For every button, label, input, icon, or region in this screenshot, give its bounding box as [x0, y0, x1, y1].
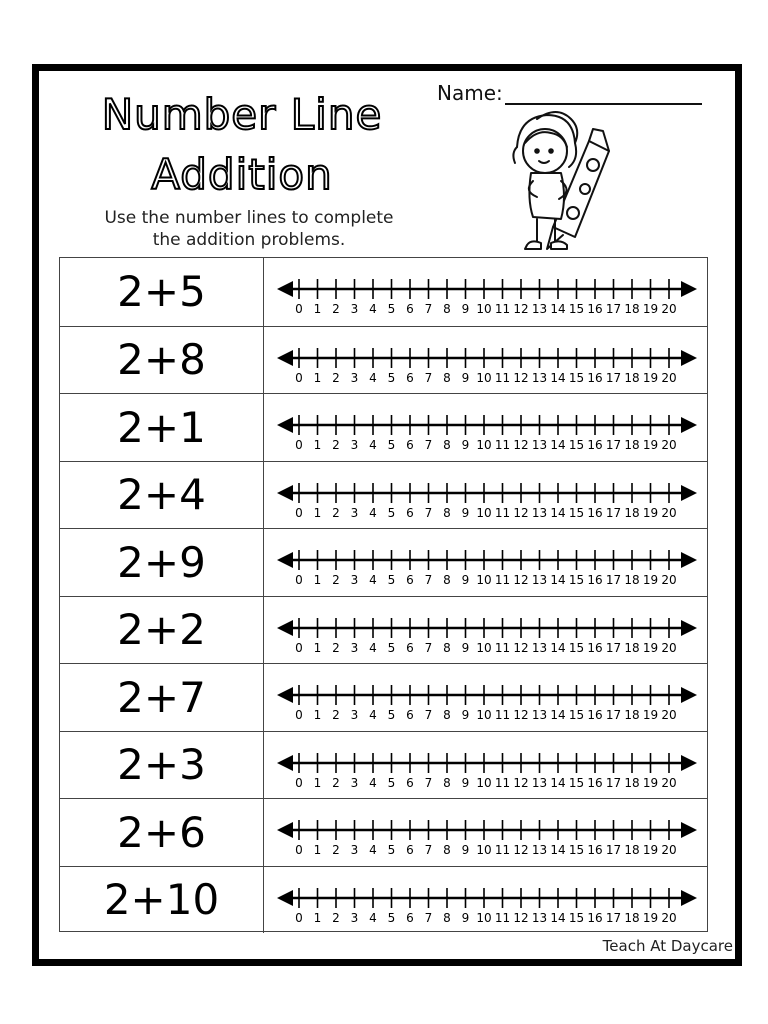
- tick-label: 4: [369, 843, 377, 857]
- tick-label: 16: [587, 640, 603, 655]
- tick-label: 7: [424, 708, 433, 722]
- tick-label: 16: [587, 505, 603, 520]
- tick-label: 12: [513, 708, 529, 722]
- tick-label: 14: [550, 708, 566, 722]
- tick-label: 11: [494, 708, 511, 722]
- title-line-2: Addition: [151, 150, 333, 199]
- left-arrow-icon: [277, 350, 293, 366]
- tick-label: 11: [494, 302, 511, 316]
- tick-label: 14: [550, 505, 566, 520]
- addition-problem: 2+9: [60, 529, 264, 596]
- left-arrow-icon: [277, 552, 293, 568]
- tick-label: 18: [624, 640, 640, 655]
- left-arrow-icon: [277, 485, 293, 501]
- addition-problem: 2+3: [60, 732, 264, 799]
- instructions-line-1: Use the number lines to complete: [104, 208, 394, 228]
- tick-label: 15: [568, 573, 585, 587]
- left-arrow-icon: [277, 890, 293, 906]
- tick-label: 13: [531, 775, 548, 790]
- tick-label: 9: [461, 843, 470, 857]
- worksheet-title: [77, 85, 407, 205]
- tick-label: 11: [494, 843, 511, 857]
- tick-label: 17: [605, 573, 622, 587]
- left-arrow-icon: [277, 755, 293, 771]
- number-line[interactable]: [265, 258, 707, 325]
- tick-label: 10: [476, 302, 492, 316]
- instructions-line-2: the addition problems.: [152, 230, 346, 250]
- tick-label: 14: [550, 370, 566, 385]
- tick-label: 13: [531, 708, 548, 722]
- right-arrow-icon: [681, 687, 697, 703]
- tick-label: 17: [605, 505, 622, 520]
- tick-label: 19: [642, 573, 659, 587]
- tick-label: 11: [494, 505, 511, 520]
- tick-label: 0: [295, 302, 303, 316]
- tick-label: 8: [443, 302, 451, 316]
- tick-label: 5: [387, 438, 396, 452]
- tick-label: 13: [531, 302, 548, 316]
- tick-label: 7: [424, 438, 433, 452]
- table-row: [60, 326, 707, 394]
- tick-label: 2: [332, 775, 340, 790]
- tick-label: 2: [332, 573, 340, 587]
- table-row: [60, 461, 707, 529]
- tick-label: 7: [424, 775, 433, 790]
- right-arrow-icon: [681, 417, 697, 433]
- tick-label: 13: [531, 438, 548, 452]
- tick-label: 7: [424, 302, 433, 316]
- tick-label: 7: [424, 843, 433, 857]
- tick-label: 18: [624, 843, 640, 857]
- tick-label: 1: [313, 910, 322, 925]
- addition-problem: 2+5: [60, 258, 264, 326]
- tick-label: 6: [406, 370, 414, 385]
- tick-label: 0: [295, 438, 303, 452]
- tick-label: 4: [369, 370, 377, 385]
- tick-label: 10: [476, 708, 492, 722]
- tick-label: 2: [332, 640, 340, 655]
- tick-label: 11: [494, 640, 511, 655]
- right-arrow-icon: [681, 890, 697, 906]
- tick-label: 1: [313, 708, 322, 722]
- tick-label: 3: [350, 438, 359, 452]
- tick-label: 19: [642, 370, 659, 385]
- tick-label: 1: [313, 640, 322, 655]
- tick-label: 18: [624, 573, 640, 587]
- tick-label: 20: [661, 438, 677, 452]
- addition-problem: 2+2: [60, 597, 264, 664]
- left-arrow-icon: [277, 620, 293, 636]
- tick-label: 3: [350, 910, 359, 925]
- tick-label: 19: [642, 775, 659, 790]
- tick-label: 1: [313, 438, 322, 452]
- tick-label: 10: [476, 505, 492, 520]
- addition-problem: 2+4: [60, 462, 264, 529]
- tick-label: 6: [406, 843, 414, 857]
- tick-label: 8: [443, 438, 451, 452]
- tick-label: 6: [406, 775, 414, 790]
- tick-label: 7: [424, 640, 433, 655]
- number-line[interactable]: [265, 529, 707, 596]
- tick-label: 9: [461, 775, 470, 790]
- tick-label: 5: [387, 505, 396, 520]
- tick-label: 6: [406, 573, 414, 587]
- tick-label: 17: [605, 843, 622, 857]
- tick-label: 9: [461, 708, 470, 722]
- tick-label: 15: [568, 640, 585, 655]
- tick-label: 11: [494, 370, 511, 385]
- tick-label: 14: [550, 843, 566, 857]
- tick-label: 16: [587, 910, 603, 925]
- tick-label: 6: [406, 640, 414, 655]
- tick-label: 10: [476, 370, 492, 385]
- number-line[interactable]: [265, 799, 707, 866]
- tick-label: 14: [550, 302, 566, 316]
- tick-label: 16: [587, 370, 603, 385]
- tick-label: 4: [369, 775, 377, 790]
- addition-problem: 2+7: [60, 664, 264, 731]
- tick-label: 10: [476, 640, 492, 655]
- right-arrow-icon: [681, 350, 697, 366]
- tick-label: 9: [461, 910, 470, 925]
- table-row: [60, 731, 707, 799]
- tick-label: 14: [550, 640, 566, 655]
- tick-label: 19: [642, 910, 659, 925]
- tick-label: 1: [313, 370, 322, 385]
- tick-label: 16: [587, 708, 603, 722]
- tick-label: 12: [513, 573, 529, 587]
- tick-label: 11: [494, 438, 511, 452]
- tick-label: 12: [513, 505, 529, 520]
- name-field[interactable]: [437, 81, 702, 105]
- tick-label: 20: [661, 370, 677, 385]
- tick-label: 10: [476, 573, 492, 587]
- tick-label: 17: [605, 708, 622, 722]
- tick-label: 15: [568, 708, 585, 722]
- tick-label: 1: [313, 505, 322, 520]
- tick-label: 8: [443, 708, 451, 722]
- tick-label: 0: [295, 640, 303, 655]
- tick-label: 12: [513, 302, 529, 316]
- tick-label: 2: [332, 910, 340, 925]
- table-row: [60, 596, 707, 664]
- tick-label: 20: [661, 708, 677, 722]
- tick-label: 20: [661, 775, 677, 790]
- name-line[interactable]: [505, 81, 702, 105]
- tick-label: 4: [369, 640, 377, 655]
- right-arrow-icon: [681, 485, 697, 501]
- tick-label: 11: [494, 775, 511, 790]
- tick-label: 0: [295, 910, 303, 925]
- tick-label: 0: [295, 505, 303, 520]
- tick-label: 13: [531, 843, 548, 857]
- tick-label: 19: [642, 843, 659, 857]
- tick-label: 9: [461, 640, 470, 655]
- tick-label: 20: [661, 640, 677, 655]
- number-line[interactable]: [265, 664, 707, 731]
- tick-label: 15: [568, 775, 585, 790]
- number-line[interactable]: [265, 867, 707, 934]
- tick-label: 16: [587, 573, 603, 587]
- tick-label: 17: [605, 302, 622, 316]
- addition-problem: 2+8: [60, 327, 264, 394]
- tick-label: 0: [295, 843, 303, 857]
- tick-label: 2: [332, 370, 340, 385]
- tick-label: 12: [513, 843, 529, 857]
- tick-label: 11: [494, 910, 511, 925]
- right-arrow-icon: [681, 552, 697, 568]
- tick-label: 4: [369, 505, 377, 520]
- tick-label: 17: [605, 438, 622, 452]
- tick-label: 6: [406, 438, 414, 452]
- right-arrow-icon: [681, 755, 697, 771]
- number-line[interactable]: [265, 597, 707, 664]
- tick-label: 2: [332, 302, 340, 316]
- tick-label: 10: [476, 438, 492, 452]
- left-arrow-icon: [277, 822, 293, 838]
- tick-label: 19: [642, 438, 659, 452]
- tick-label: 10: [476, 775, 492, 790]
- worksheet-frame: [32, 64, 742, 966]
- tick-label: 2: [332, 708, 340, 722]
- tick-label: 5: [387, 708, 396, 722]
- tick-label: 9: [461, 302, 470, 316]
- tick-label: 8: [443, 370, 451, 385]
- table-row: [60, 393, 707, 461]
- tick-label: 17: [605, 775, 622, 790]
- tick-label: 3: [350, 843, 359, 857]
- credit-text: Teach At Daycare: [602, 937, 733, 955]
- tick-label: 18: [624, 708, 640, 722]
- tick-label: 17: [605, 910, 622, 925]
- tick-label: 6: [406, 302, 414, 316]
- tick-label: 9: [461, 505, 470, 520]
- tick-label: 19: [642, 505, 659, 520]
- table-row: [60, 663, 707, 731]
- tick-label: 3: [350, 775, 359, 790]
- tick-label: 3: [350, 505, 359, 520]
- tick-label: 15: [568, 910, 585, 925]
- tick-label: 15: [568, 505, 585, 520]
- tick-label: 12: [513, 775, 529, 790]
- number-line[interactable]: [265, 394, 707, 461]
- tick-label: 4: [369, 438, 377, 452]
- tick-label: 13: [531, 640, 548, 655]
- tick-label: 8: [443, 573, 451, 587]
- tick-label: 19: [642, 640, 659, 655]
- problem-table: [59, 257, 708, 932]
- tick-label: 14: [550, 775, 566, 790]
- tick-label: 12: [513, 370, 529, 385]
- tick-label: 11: [494, 573, 511, 587]
- title-line-1: Number Line: [101, 90, 383, 139]
- tick-label: 2: [332, 843, 340, 857]
- tick-label: 15: [568, 302, 585, 316]
- tick-label: 3: [350, 573, 359, 587]
- tick-label: 0: [295, 573, 303, 587]
- tick-label: 5: [387, 302, 396, 316]
- tick-label: 16: [587, 843, 603, 857]
- number-line[interactable]: [265, 732, 707, 799]
- tick-label: 18: [624, 910, 640, 925]
- tick-label: 4: [369, 708, 377, 722]
- tick-label: 9: [461, 370, 470, 385]
- tick-label: 20: [661, 843, 677, 857]
- name-label: Name:: [437, 81, 503, 105]
- tick-label: 5: [387, 640, 396, 655]
- tick-label: 6: [406, 505, 414, 520]
- tick-label: 1: [313, 775, 322, 790]
- tick-label: 18: [624, 775, 640, 790]
- tick-label: 19: [642, 708, 659, 722]
- right-arrow-icon: [681, 822, 697, 838]
- right-arrow-icon: [681, 620, 697, 636]
- tick-label: 0: [295, 370, 303, 385]
- tick-label: 15: [568, 438, 585, 452]
- tick-label: 8: [443, 910, 451, 925]
- tick-label: 20: [661, 910, 677, 925]
- tick-label: 2: [332, 505, 340, 520]
- tick-label: 19: [642, 302, 659, 316]
- table-row: [60, 528, 707, 596]
- table-row: [60, 798, 707, 866]
- tick-label: 17: [605, 370, 622, 385]
- tick-label: 1: [313, 302, 322, 316]
- tick-label: 5: [387, 573, 396, 587]
- left-arrow-icon: [277, 417, 293, 433]
- tick-label: 0: [295, 708, 303, 722]
- tick-label: 14: [550, 910, 566, 925]
- tick-label: 15: [568, 843, 585, 857]
- tick-label: 3: [350, 302, 359, 316]
- tick-label: 13: [531, 370, 548, 385]
- tick-label: 7: [424, 505, 433, 520]
- tick-label: 8: [443, 505, 451, 520]
- tick-label: 13: [531, 573, 548, 587]
- tick-label: 12: [513, 438, 529, 452]
- number-line[interactable]: [265, 462, 707, 529]
- addition-problem: 2+6: [60, 799, 264, 866]
- tick-label: 20: [661, 505, 677, 520]
- tick-label: 5: [387, 370, 396, 385]
- tick-label: 2: [332, 438, 340, 452]
- left-arrow-icon: [277, 687, 293, 703]
- tick-label: 3: [350, 708, 359, 722]
- tick-label: 20: [661, 302, 677, 316]
- tick-label: 16: [587, 438, 603, 452]
- tick-label: 18: [624, 505, 640, 520]
- tick-label: 5: [387, 843, 396, 857]
- tick-label: 8: [443, 640, 451, 655]
- tick-label: 17: [605, 640, 622, 655]
- tick-label: 13: [531, 505, 548, 520]
- tick-label: 4: [369, 302, 377, 316]
- tick-label: 4: [369, 910, 377, 925]
- tick-label: 8: [443, 843, 451, 857]
- tick-label: 13: [531, 910, 548, 925]
- tick-label: 1: [313, 573, 322, 587]
- tick-label: 4: [369, 573, 377, 587]
- tick-label: 14: [550, 573, 566, 587]
- left-arrow-icon: [277, 281, 293, 297]
- tick-label: 1: [313, 843, 322, 857]
- tick-label: 3: [350, 370, 359, 385]
- tick-label: 5: [387, 910, 396, 925]
- instructions: [64, 207, 434, 251]
- tick-label: 7: [424, 573, 433, 587]
- tick-label: 18: [624, 438, 640, 452]
- number-line[interactable]: [265, 327, 707, 394]
- tick-label: 0: [295, 775, 303, 790]
- tick-label: 16: [587, 302, 603, 316]
- tick-label: 6: [406, 708, 414, 722]
- tick-label: 20: [661, 573, 677, 587]
- table-row: [60, 258, 707, 326]
- tick-label: 8: [443, 775, 451, 790]
- tick-label: 10: [476, 910, 492, 925]
- tick-label: 12: [513, 640, 529, 655]
- tick-label: 7: [424, 910, 433, 925]
- tick-label: 18: [624, 302, 640, 316]
- tick-label: 6: [406, 910, 414, 925]
- tick-label: 15: [568, 370, 585, 385]
- tick-label: 16: [587, 775, 603, 790]
- tick-label: 10: [476, 843, 492, 857]
- addition-problem: 2+1: [60, 394, 264, 461]
- tick-label: 7: [424, 370, 433, 385]
- right-arrow-icon: [681, 281, 697, 297]
- tick-label: 9: [461, 573, 470, 587]
- table-row: [60, 866, 707, 934]
- tick-label: 9: [461, 438, 470, 452]
- tick-label: 18: [624, 370, 640, 385]
- tick-label: 14: [550, 438, 566, 452]
- addition-problem: 2+10: [60, 867, 264, 934]
- tick-label: 12: [513, 910, 529, 925]
- girl-holding-crayon-illustration: [497, 107, 617, 257]
- tick-label: 3: [350, 640, 359, 655]
- tick-label: 5: [387, 775, 396, 790]
